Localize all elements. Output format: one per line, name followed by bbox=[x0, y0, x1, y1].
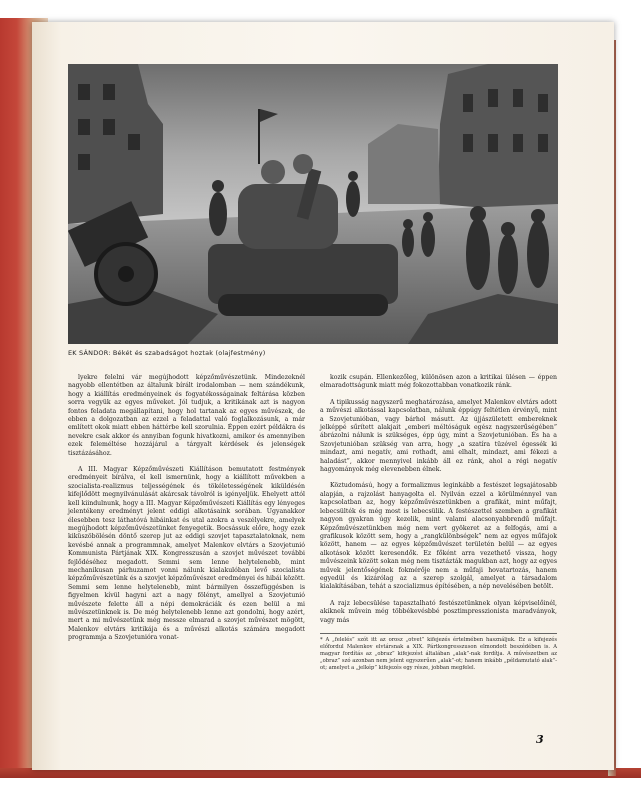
text-column-left bbox=[68, 374, 305, 651]
paragraph: kozik csupán. Ellenkezőleg, különösen azon a kritikai ülésen — éppen elmaradottságunk miatt még fokozottabban vonatkozik ránk. bbox=[320, 374, 557, 390]
paragraph: A tipikusság nagyszerű meghatározása, amelyet Malenkov elvtárs adott a művészi alkotással kapcsolatban, nálunk éppúgy feltétlen érvényű, mint a Szovjetunióban, vagy bárhol másutt. Az újjászületett embereknek jelképpé sűrített alakjait „emberi méltóságuk egész nagyszerűségében” ábrázolni nálunk is szükséges, épp úgy, mint a Szovjetunióban. És ha a Szovjetunióban szükség van arra, hogy „a szatíra tüzével égessék ki mindazt, ami negatív, ami rothadt, ami elhalt, mindazt, ami fékezi a haladást”, akkor mennyivel inkább áll ez ránk, ahol a régi negatív hagyományok még elevenebben élnek. bbox=[320, 398, 557, 474]
paragraph: Köztudomású, hogy a formalizmus leginkább a festészet legsajátosabb alapján, a rajzolást hanyagolta el. Nyilván ezzel a körülménnyel van kapcsolatban az, hogy képzőművészetünkben a grafikát, mint műfajt, lebecsülték és még most is lebecsülik. A festészettel szemben a grafikát nagyon gyakran úgy kezelik, mint valami alacsonyabbrendű műfajt. Képzőművészetünkben még nem vert gyökeret az a felfogás, ami a grafikusok között sem, hogy a „rangkülönbségek” nem az egyes műfajok között, hanem — az egyes képzőművészet területén belül — az egyes alkotások között keresendők. Ez főként arra vezethető vissza, hogy művészeink között sokan még nem tisztázták magukban azt, hogy az egyes művek jelentőségének fokmérője nem a műfaji hovatartozás, hanem egyedül és kizárólag az a szerep szolgál, amelyet a társadalom kialakításában, tehát a szocializmus építésében, a nép nevelésében betölt. bbox=[320, 482, 557, 591]
paragraph: A III. Magyar Képzőművészeti Kiállításon bemutatott festmények eredményeit bírálva, el kell ismernünk, hogy a kiállított művekben a szocialista-realizmus teljességének és tökéletességének kiküldésén kifejlődött megnyilvánulását akárcsak távolról is igényeljük. Ehelyett attól kell kiindulnunk, hogy a III. Magyar Képzőművészeti Kiállítás egy lényeges jelentékeny eredményt jelent eddigi alkotásaink sorában. Ugyanakkor élesebben tesz láthatóvá hibáinkat és utal azokra a veszélyekre, amelyek megújhodott képzőművészetünket fenyegetik. Bocsássuk előre, hogy ezek kiküszöbölésén döntő szerep jut az eddigi szovjet tapasztalatoknak, nem kevésbé annak a programmnak, amelyet Malenkov elvtárs a Szovjetunió Kommunista Pártjának XIX. Kongresszusán a szovjet művészet további fejlődéséhez megadott. Semmi sem lenne helytelenebb, mint mechanikusan párhuzamot vonni nálunk kialakulóban levő szocialista képzőművészetünk és a szovjet képzőművészet eredményei és hibái között. Semmi sem lenne helytelenebb, mint bármilyen összefüggésben is figyelmen kívül hagyni azt a nagy fölényt, amellyel a Szovjetunió művészete felette áll a népi demokráciák és ezen belül a mi művészetünknek is. De még helytelenebb lenne azt gondolni, hogy azért, mert a mi művészetünk még messze elmarad a szovjet művészet mögött, Malenkov elvtárs kritikája és a művészi alkotás számára megadott programmja a Szovjetunióra vonat- bbox=[68, 466, 305, 642]
figure-caption: EK SÁNDOR: Békét és szabadságot hoztak (olajfestmény) bbox=[68, 349, 266, 357]
paragraph: A rajz lebecsülése tapasztalható festészetünknek olyan képviselőinél, akiknek művein még többékevésbbé posztimpresszionista maradványok, vagy más bbox=[320, 599, 557, 624]
footnote: * A „felelés” szót itt az orosz „otvet” kifejezés értelmében használjuk. Ez a kifejezés előfordul Malenkov elvtársnak a XIX. Pártkongresszuson elmondott beszédében is. A magyar fordítás az „obraz” kifejezést általában „alak”-nak fordítja. A művészetben az „obraz” szó azonban nem jelent egyszerűen „alak”-ot; hanem inkább „példamutató alak”-ot; amelyet a „jelkép” kifejezés egy része, jobban megfelel. bbox=[320, 633, 557, 672]
painting-illustration bbox=[68, 64, 558, 344]
page-number: 3 bbox=[536, 733, 544, 746]
text-column-right bbox=[320, 374, 557, 672]
paragraph: lyekre felelni vár megújhodott képzőművészetünk. Mindezeknél nagyobb ellentétben az általunk bírált irodalomban — nem szándékunk, hogy a kiállítás eredményeinek és fogyatékosságainak feltárása közben sorra vegyük az egyes műveket. Jól tudjuk, a kritikának azt is nagyon fontos feladata megállapítani, hogy hol tartanak az egyes művészek, de ebben a dolgozatban az ezzel a feladattal való foglalkozásunk, a már említett okok miatt ebben háttérbe kell szorulnia. Éppen ezért példákra és nevekre csak akkor és annyiban fogunk hivatkozni, amikor és amennyiben ezek feleméltése hozzájárul a tárgyalt kérdések és jelenségek tisztázásához. bbox=[68, 374, 305, 457]
